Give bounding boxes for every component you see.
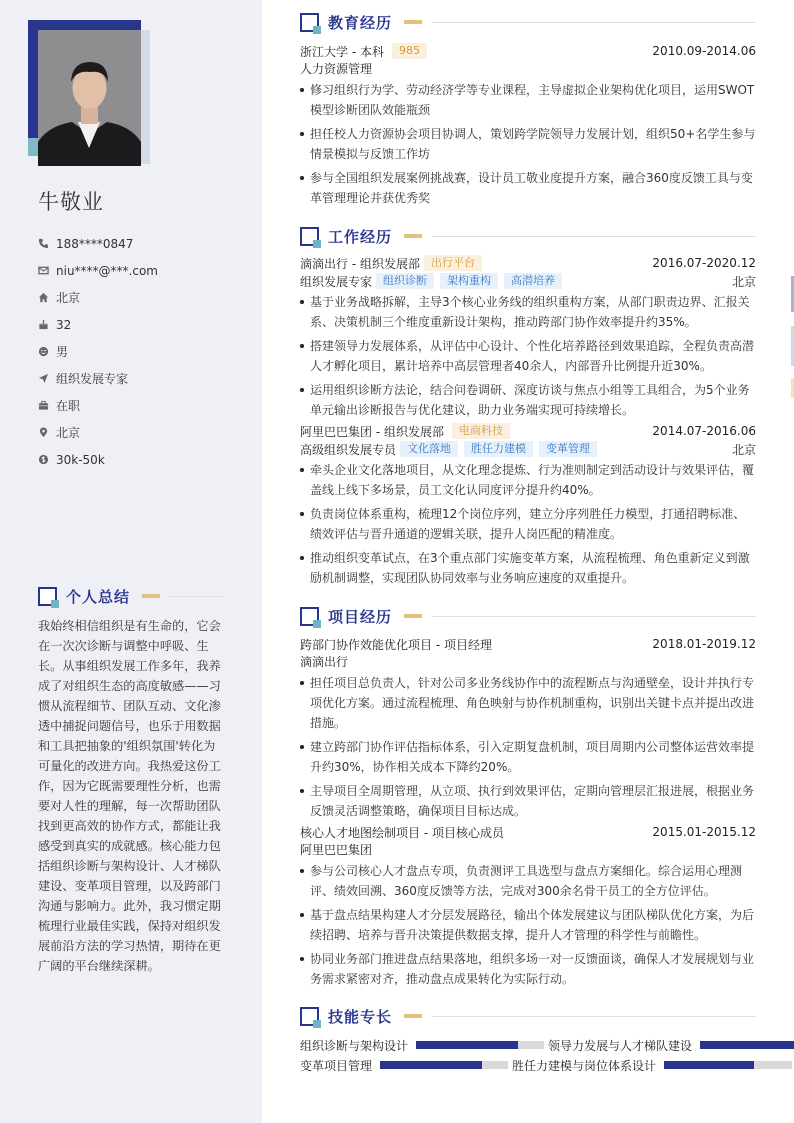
section-divider [432, 1016, 756, 1017]
skill-name: 领导力发展与人才梯队建设 [548, 1038, 693, 1053]
info-email [38, 257, 248, 284]
candidate-name: 牛敬业 [38, 190, 104, 214]
project-bullets [300, 861, 756, 989]
job-position: 组织发展专家 [300, 274, 373, 289]
info-text: 30k-50k [56, 452, 105, 467]
list-item: 基于盘点结果构建人才分层发展路径，输出个体发展建议与团队梯队优化方案，为后续招聘、培养与晋升决策提供数据支撑，提升人才管理的科学性与前瞻性。 [300, 905, 756, 945]
list-item: 担任校人力资源协会项目协调人，策划跨学院领导力发展计划，组织50+名学生参与情景模拟与反馈工作坊 [300, 124, 756, 164]
section-title: 工作经历 [328, 227, 393, 246]
major: 人力资源管理 [300, 62, 373, 76]
salary-icon [38, 454, 56, 465]
project-name: 核心人才地图绘制项目 - 项目核心成员 [300, 825, 504, 840]
info-phone [38, 230, 248, 257]
list-item: 推动组织变革试点，在3个重点部门实施变革方案，从流程梳理、角色重新定义到激励机制调整，实现团队协同效率与业务响应速度的双重提升。 [300, 548, 756, 588]
section-title: 教育经历 [328, 13, 393, 32]
skill-bar [700, 1041, 794, 1049]
education-section [300, 12, 756, 212]
job-entry [300, 422, 756, 588]
info-location [38, 419, 248, 446]
section-gold-bar [404, 1014, 422, 1018]
job-position-row [300, 440, 756, 458]
info-age [38, 311, 248, 338]
section-divider [432, 616, 756, 617]
section-square-icon [300, 227, 319, 246]
project-date: 2015.01-2015.12 [652, 825, 756, 839]
list-item: 修习组织行为学、劳动经济学等专业课程，主导虚拟企业架构优化项目，运用SWOT模型诊断团队效能瓶颈 [300, 80, 756, 120]
location-pin-icon [38, 427, 56, 438]
avatar-frame [28, 20, 150, 166]
job-date: 2016.07-2020.12 [652, 256, 756, 270]
section-square-icon [300, 13, 319, 32]
industry-tag: 电商科技 [452, 423, 510, 439]
skill-tag: 高潜培养 [504, 273, 562, 289]
project-bullets [300, 673, 756, 821]
skill-bar-fill [416, 1041, 518, 1049]
job-entry [300, 254, 756, 420]
info-text: 北京 [56, 291, 81, 305]
project-header-row [300, 823, 756, 841]
list-item: 协同业务部门推进盘点结果落地，组织多场一对一反馈面谈，确保人才发展规划与业务需求紧密对齐，推动盘点成果转化为实际行动。 [300, 949, 756, 989]
info-position [38, 365, 248, 392]
info-text: niu****@***.com [56, 263, 158, 278]
section-square-icon [300, 1007, 319, 1026]
info-text: 32 [56, 317, 72, 332]
projects-section [300, 606, 756, 993]
info-status [38, 392, 248, 419]
section-divider [170, 596, 224, 597]
sidebar [0, 0, 262, 1123]
list-item: 担任项目总负责人，针对公司多业务线协作中的流程断点与沟通壁垒，设计并执行专项优化方案。通过流程梳理、角色映射与协作机制重构，识别出关键卡点并提出改进措施。 [300, 673, 756, 733]
cake-icon [38, 319, 56, 330]
summary-text: 我始终相信组织是有生命的，它会在一次次诊断与调整中呼吸、生长。从事组织发展工作多年，我养成了对组织生态的高度敏感——习惯从流程细节、团队互动、文化渗透中捕捉问题信号，也乐于用数据和工具把抽象的'组织氛围'转化为可量化的改进方向。我热爱这份工作，因为它既需要理性分析，也需要对人性的理解，每一次帮助团队找到更高效的协作方式，都能让我感受到真实的成就感。核心能力包括组织诊断与架构设计、人才梯队建设、变革项目管理，以及跨部门沟通与影响力。此外，我习惯定期梳理行业最佳实践，保持对组织发展前沿方法的学习热情，期待在更广阔的平台继续深耕。 [38, 619, 221, 973]
briefcase-icon [38, 400, 56, 411]
school-tag: 985 [392, 43, 427, 59]
industry-tag: 出行平台 [424, 255, 482, 271]
info-text: 男 [56, 345, 69, 359]
skill-name: 胜任力建模与岗位体系设计 [512, 1058, 657, 1073]
info-gender [38, 338, 248, 365]
section-title: 技能专长 [328, 1007, 393, 1026]
avatar [38, 30, 141, 166]
list-item: 基于业务战略拆解，主导3个核心业务线的组织重构方案，从部门职责边界、汇报关系、决策机制三个维度重新设计架构，推动跨部门协作效率提升约35%。 [300, 292, 756, 332]
job-position-row [300, 272, 756, 290]
skill-row [300, 1036, 794, 1054]
project-date: 2018.01-2019.12 [652, 637, 756, 651]
work-section [300, 226, 756, 592]
section-gold-bar [142, 594, 160, 598]
list-item: 牵头企业文化落地项目，从文化理念提炼、行为准则制定到活动设计与效果评估，覆盖线上线下多场景，员工文化认同度评分提升约40%。 [300, 460, 756, 500]
skill-bar [664, 1061, 792, 1069]
mail-icon [38, 265, 56, 276]
list-item: 负责岗位体系重构，梳理12个岗位序列，建立分序列胜任力模型，打通招聘标准、绩效评估与晋升通道的逻辑关联，提升人岗匹配的精准度。 [300, 504, 756, 544]
skill-name: 组织诊断与架构设计 [300, 1038, 409, 1053]
list-item: 运用组织诊断方法论，结合问卷调研、深度访谈与焦点小组等工具组合，为5个业务单元输出诊断报告与优化建议，助力业务端实现可持续增长。 [300, 380, 756, 420]
info-text: 组织发展专家 [56, 372, 129, 386]
job-bullets [300, 460, 756, 588]
section-gold-bar [404, 234, 422, 238]
job-position: 高级组织发展专员 [300, 442, 397, 457]
job-header-row [300, 254, 756, 272]
list-item: 搭建领导力发展体系，从评估中心设计、个性化培养路径到效果追踪，全程负责高潜人才孵化项目，累计培养中高层管理者40余人，内部晋升比例提升近30%。 [300, 336, 756, 376]
skill-tag: 组织诊断 [376, 273, 434, 289]
skill-tag: 胜任力建模 [464, 441, 533, 457]
section-square-icon [300, 607, 319, 626]
skill-bar-fill [380, 1061, 482, 1069]
section-gold-bar [404, 614, 422, 618]
job-city: 北京 [731, 442, 756, 457]
section-title: 个人总结 [66, 587, 131, 606]
list-item: 参与全国组织发展案例挑战赛，设计员工敬业度提升方案，融合360度反馈工具与变革管理理论并获优秀奖 [300, 168, 756, 208]
skill-tag: 架构重构 [440, 273, 498, 289]
project-header-row [300, 635, 756, 653]
skill-row [300, 1056, 794, 1074]
send-icon [38, 373, 56, 384]
phone-icon [38, 238, 56, 249]
education-bullets [300, 80, 756, 208]
job-bullets [300, 292, 756, 420]
education-header-row [300, 42, 756, 60]
section-divider [432, 22, 756, 23]
job-header-row [300, 422, 756, 440]
project-name: 跨部门协作效能优化项目 - 项目经理 [300, 637, 492, 652]
summary-section-header [38, 586, 224, 606]
section-gold-bar [404, 20, 422, 24]
skill-bar-fill [700, 1041, 794, 1049]
contact-info-list [38, 230, 248, 473]
skill-name: 变革项目管理 [300, 1058, 373, 1073]
project-org: 滴滴出行 [300, 655, 349, 669]
info-text: 北京 [56, 426, 81, 440]
skill-bar-fill [664, 1061, 754, 1069]
home-icon [38, 292, 56, 303]
face-icon [38, 346, 56, 357]
skills-list [300, 1036, 794, 1076]
job-date: 2014.07-2016.06 [652, 424, 756, 438]
project-entry [300, 823, 756, 989]
info-text: 188****0847 [56, 236, 134, 251]
project-org: 阿里巴巴集团 [300, 843, 373, 857]
job-company: 阿里巴巴集团 - 组织发展部 [300, 424, 444, 439]
section-square-icon [38, 587, 57, 606]
list-item: 主导项目全周期管理，从立项、执行到效果评估，定期向管理层汇报进展，根据业务反馈灵活调整策略，确保项目目标达成。 [300, 781, 756, 821]
section-title: 项目经历 [328, 607, 393, 626]
list-item: 参与公司核心人才盘点专项，负责测评工具选型与盘点方案细化。综合运用心理测评、绩效回溯、360度反馈等方法，完成对300余名骨干员工的全方位评估。 [300, 861, 756, 901]
skill-bar [416, 1041, 544, 1049]
photo-shadow [141, 30, 150, 164]
skill-tag: 变革管理 [539, 441, 597, 457]
education-date: 2010.09-2014.06 [652, 44, 756, 58]
info-hometown [38, 284, 248, 311]
info-text: 在职 [56, 399, 81, 413]
skill-tag: 文化落地 [400, 441, 458, 457]
skills-section-header [300, 1006, 756, 1026]
skill-bar [380, 1061, 508, 1069]
list-item: 建立跨部门协作评估指标体系，引入定期复盘机制，项目周期内公司整体运营效率提升约30%，协作相关成本下降约20%。 [300, 737, 756, 777]
info-salary [38, 446, 248, 473]
school-name: 浙江大学 - 本科 [300, 44, 384, 59]
job-company: 滴滴出行 - 组织发展部 [300, 256, 420, 271]
project-entry [300, 635, 756, 821]
job-city: 北京 [731, 274, 756, 289]
section-divider [432, 236, 756, 237]
